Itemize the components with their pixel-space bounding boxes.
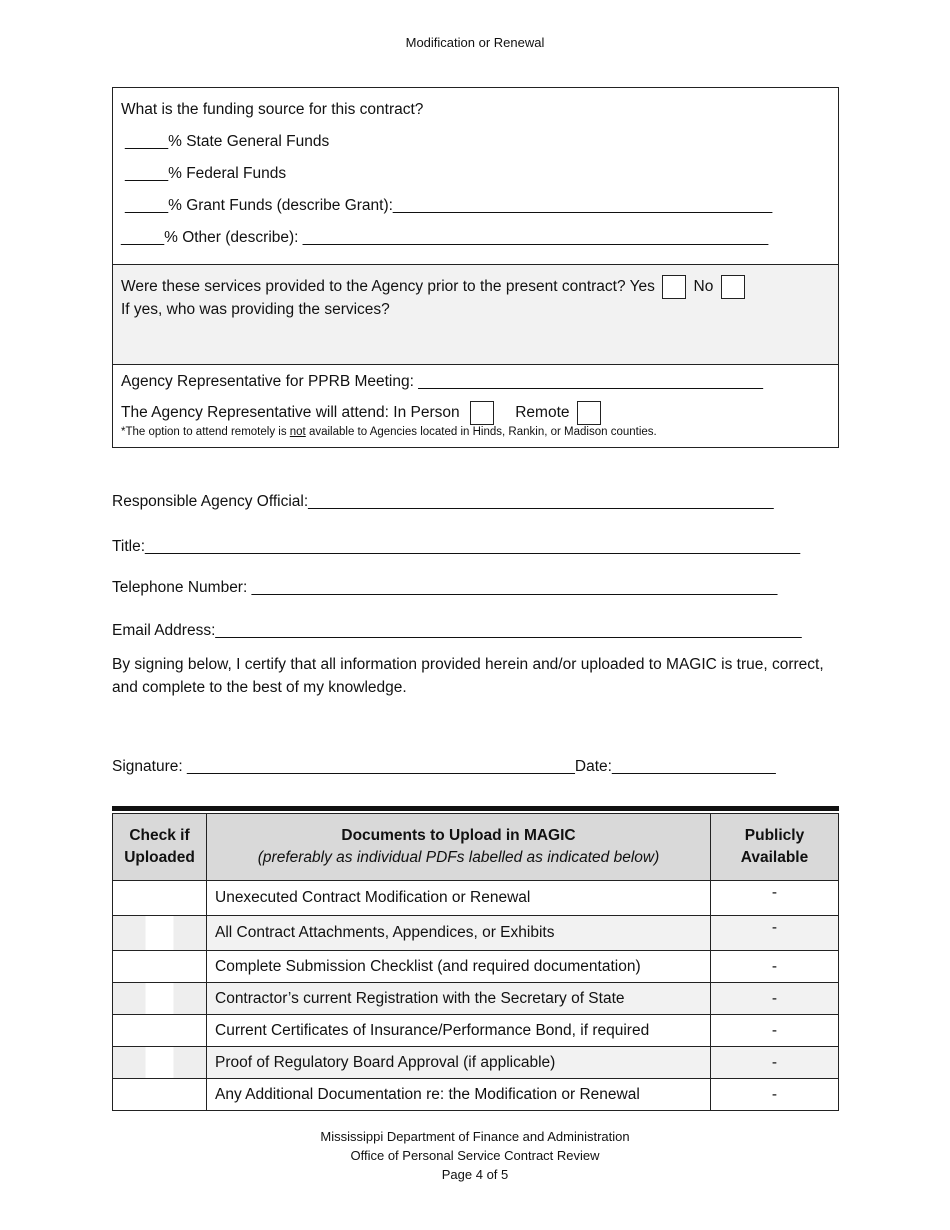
document-name: Any Additional Documentation re: the Modification or Renewal: [207, 1079, 711, 1111]
no-label: No: [693, 278, 714, 296]
upload-checkbox-cell[interactable]: [113, 983, 207, 1015]
public-column-header: [711, 814, 839, 881]
public-value: -: [711, 916, 839, 951]
table-row: [113, 1047, 839, 1079]
upload-checkbox-cell[interactable]: [113, 1047, 207, 1079]
documents-column-header: [207, 814, 711, 881]
page-footer: [0, 1127, 950, 1184]
no-checkbox[interactable]: [721, 275, 745, 299]
page-number: Page 4 of 5: [441, 1167, 509, 1182]
table-row: [113, 1015, 839, 1047]
representative-section: [113, 365, 838, 447]
representative-field[interactable]: Agency Representative for PPRB Meeting: ________________________________________: [121, 373, 764, 390]
state-funds-field[interactable]: _____% State General Funds: [125, 133, 330, 150]
page-header: Modification or Renewal: [405, 35, 545, 50]
public-value: -: [711, 951, 839, 983]
documents-header-title: Documents to Upload in MAGIC: [341, 827, 576, 844]
remote-note: [121, 425, 838, 439]
prior-services-section: [113, 265, 838, 365]
footer-department: Mississippi Department of Finance and Administration: [320, 1129, 630, 1144]
public-value: -: [711, 1047, 839, 1079]
table-row: [113, 1079, 839, 1111]
prior-services-line: [121, 275, 838, 299]
note-prefix: *The option to attend remotely is: [121, 426, 290, 438]
certification-statement: By signing below, I certify that all information provided herein and/or uploaded to MAGIC is true, correct, and complete to the best of my knowledge.: [112, 656, 824, 696]
table-row: [113, 916, 839, 951]
yes-checkbox[interactable]: [662, 275, 686, 299]
document-name: All Contract Attachments, Appendices, or Exhibits: [207, 916, 711, 951]
official-field[interactable]: Responsible Agency Official:______________________________________________________: [112, 493, 774, 510]
table-row: [113, 983, 839, 1015]
funding-question: What is the funding source for this contract?: [121, 101, 424, 118]
document-name: Proof of Regulatory Board Approval (if applicable): [207, 1047, 711, 1079]
grant-funds-field[interactable]: _____% Grant Funds (describe Grant):____________________________________________: [125, 197, 773, 214]
note-suffix: available to Agencies located in Hinds, Rankin, or Madison counties.: [305, 426, 657, 438]
documents-table-wrapper: [112, 806, 839, 1111]
email-field[interactable]: Email Address:____________________________________________________________________: [112, 622, 802, 639]
note-emphasis: not: [289, 426, 306, 438]
funding-section: [113, 88, 838, 265]
telephone-field[interactable]: Telephone Number: _____________________________________________________________: [112, 579, 778, 596]
remote-label: Remote: [515, 404, 570, 422]
upload-checkbox-cell[interactable]: [113, 881, 207, 916]
public-header-line2: Available: [740, 849, 809, 866]
federal-funds-field[interactable]: _____% Federal Funds: [125, 165, 287, 182]
attendance-line: [121, 401, 838, 425]
in-person-label: The Agency Representative will attend: In Person: [121, 404, 460, 422]
signature-line: [112, 758, 776, 776]
public-header-line1: Publicly: [744, 827, 805, 844]
check-header-line2: Uploaded: [124, 849, 195, 866]
document-name: Current Certificates of Insurance/Performance Bond, if required: [207, 1015, 711, 1047]
public-value: -: [711, 1015, 839, 1047]
table-row: [113, 881, 839, 916]
upload-checkbox-cell[interactable]: [113, 951, 207, 983]
funding-form-box: [112, 87, 839, 448]
signature-field[interactable]: Signature: _____________________________________________: [112, 758, 575, 775]
footer-office: Office of Personal Service Contract Review: [350, 1148, 600, 1163]
date-field[interactable]: Date:___________________: [574, 758, 776, 775]
title-field[interactable]: Title:____________________________________________________________________________: [112, 538, 801, 555]
public-value: -: [711, 1079, 839, 1111]
upload-checkbox-cell[interactable]: [113, 1015, 207, 1047]
in-person-checkbox[interactable]: [470, 401, 494, 425]
check-column-header: [113, 814, 207, 881]
document-name: Complete Submission Checklist (and required documentation): [207, 951, 711, 983]
check-header-line1: Check if: [129, 827, 190, 844]
upload-checkbox-cell[interactable]: [113, 1079, 207, 1111]
documents-header-subtitle: (preferably as individual PDFs labelled as indicated below): [257, 849, 660, 866]
prior-services-question: Were these services provided to the Agency prior to the present contract? Yes: [121, 278, 655, 296]
other-funds-field[interactable]: _____% Other (describe): ______________________________________________________: [121, 229, 769, 246]
document-name: Contractor’s current Registration with the Secretary of State: [207, 983, 711, 1015]
table-row: [113, 951, 839, 983]
public-value: -: [711, 983, 839, 1015]
remote-checkbox[interactable]: [577, 401, 601, 425]
prior-provider-question: If yes, who was providing the services?: [121, 301, 390, 318]
public-value: -: [711, 881, 839, 916]
document-name: Unexecuted Contract Modification or Renewal: [207, 881, 711, 916]
table-header-row: [113, 814, 839, 881]
documents-table: [112, 813, 839, 1111]
upload-checkbox-cell[interactable]: [113, 916, 207, 951]
